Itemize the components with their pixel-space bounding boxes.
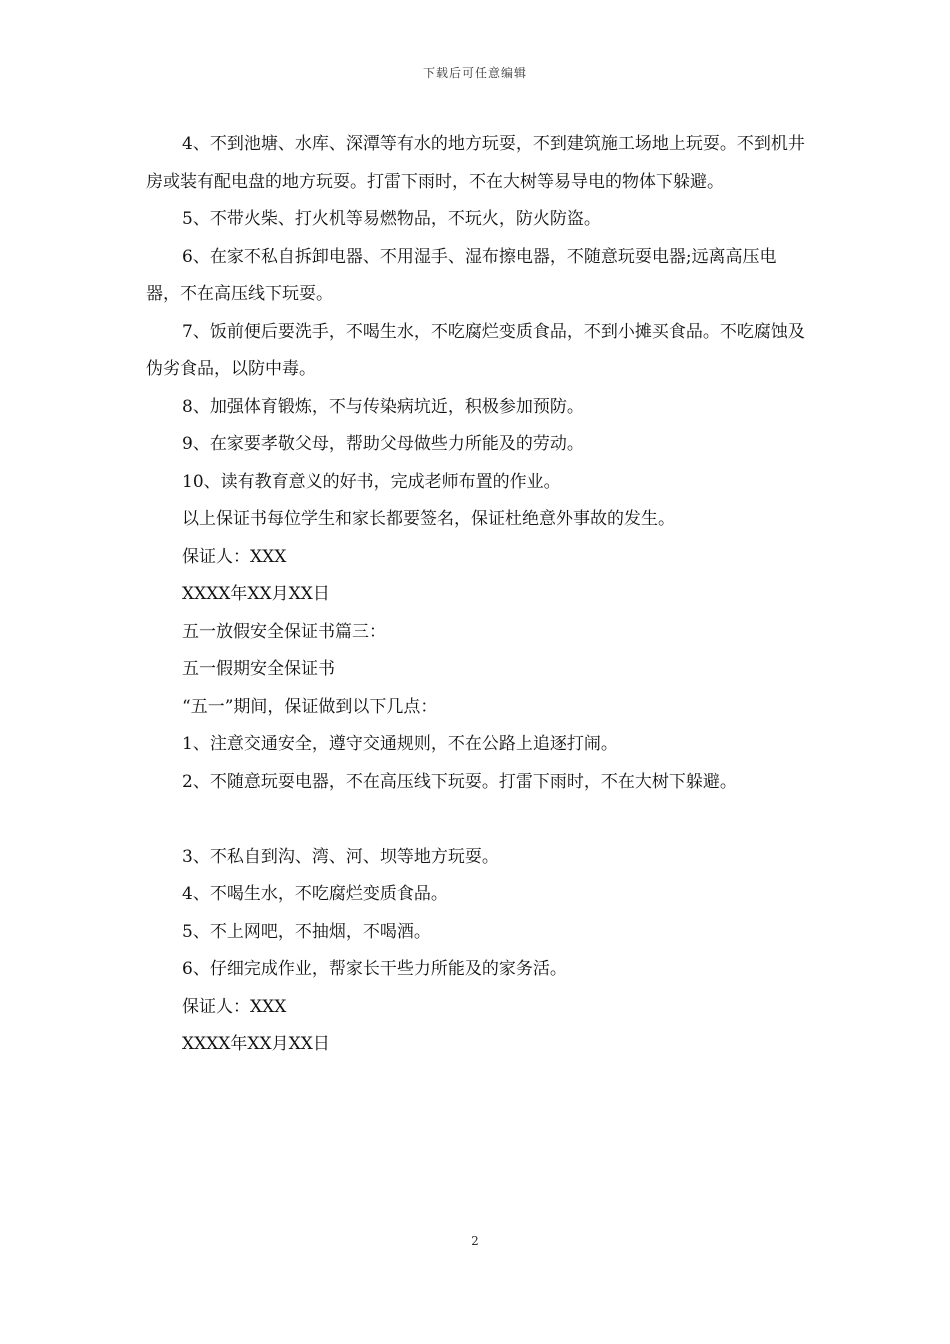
guarantor-line: 保证人：XXX xyxy=(182,546,287,567)
item-4: 4、不喝生水，不吃腐烂变质食品。 xyxy=(182,884,448,904)
document-body xyxy=(146,126,810,1064)
paragraph-rule-4: 4、不到池塘、水库、深潭等有水的地方玩耍，不到建筑施工场地上玩耍。不到机井房或装有配电盘的地方玩耍。打雷下雨时，不在大树等易导电的物体下躲避。 xyxy=(146,134,805,192)
item-6: 6、仔细完成作业，帮家长干些力所能及的家务活。 xyxy=(182,959,567,979)
document-title: 五一假期安全保证书 xyxy=(182,659,335,679)
item-2: 2、不随意玩耍电器，不在高压线下玩耍。打雷下雨时，不在大树下躲避。 xyxy=(182,771,737,792)
item-3: 3、不私自到沟、湾、河、坝等地方玩耍。 xyxy=(182,846,499,867)
item-1: 1、注意交通安全，遵守交通规则，不在公路上追逐打闹。 xyxy=(182,734,618,754)
paragraph-rule-10: 10、读有教育意义的好书，完成老师布置的作业。 xyxy=(182,471,561,492)
paragraph-rule-5: 5、不带火柴、打火机等易燃物品，不玩火，防火防盗。 xyxy=(182,209,601,229)
blank-line xyxy=(146,801,810,839)
paragraph-closing: 以上保证书每位学生和家长都要签名，保证杜绝意外事故的发生。 xyxy=(182,509,675,529)
paragraph-rule-7: 7、饭前便后要洗手，不喝生水，不吃腐烂变质食品，不到小摊买食品。不吃腐蚀及伪劣食品，以防中毒。 xyxy=(146,321,805,379)
paragraph-rule-8: 8、加强体育锻炼，不与传染病坑近，积极参加预防。 xyxy=(182,396,584,417)
page-number: 2 xyxy=(471,1234,479,1248)
section-heading: 五一放假安全保证书篇三： xyxy=(182,621,386,642)
date-line: XXXX年XX月XX日 xyxy=(182,584,330,604)
guarantor-line-2: 保证人：XXX xyxy=(182,996,287,1017)
date-line-2: XXXX年XX月XX日 xyxy=(182,1034,330,1054)
item-5: 5、不上网吧，不抽烟，不喝酒。 xyxy=(182,921,431,942)
intro-line: “五一”期间，保证做到以下几点： xyxy=(182,696,438,717)
paragraph-rule-6: 6、在家不私自拆卸电器、不用湿手、湿布擦电器，不随意玩耍电器;远离高压电器，不在高压线下玩耍。 xyxy=(146,246,777,304)
page-header: 下载后可任意编辑 xyxy=(422,66,527,80)
paragraph-rule-9: 9、在家要孝敬父母，帮助父母做些力所能及的劳动。 xyxy=(182,434,584,454)
